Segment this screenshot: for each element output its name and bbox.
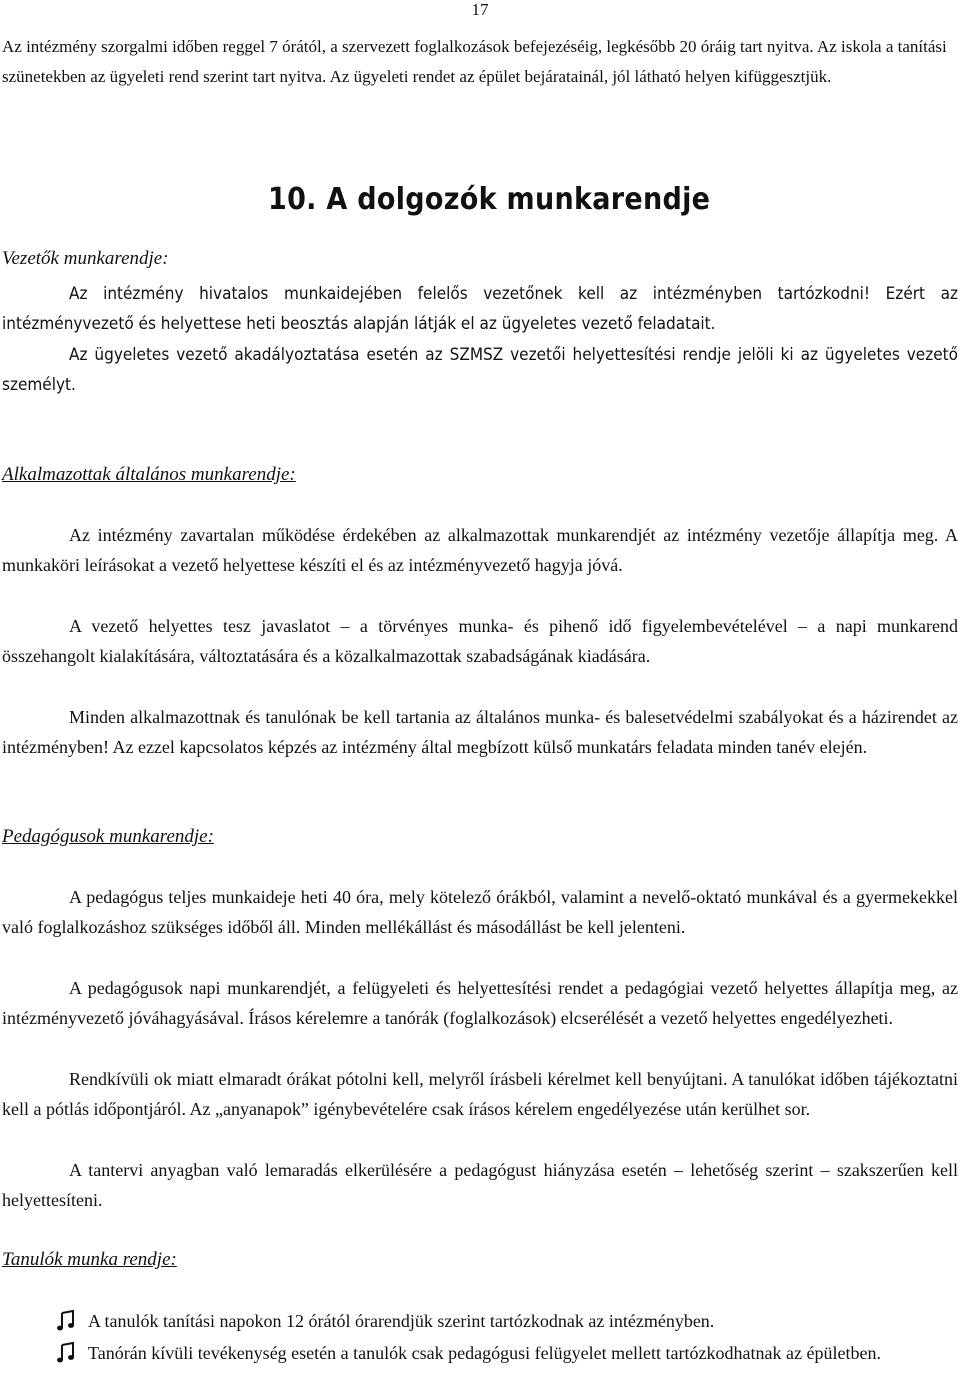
list-item	[56, 1338, 958, 1368]
leaders-paragraph-1: Az intézmény hivatalos munkaidejében felelős vezetőnek kell az intézményben tartózkodni! Ezért az intézményvezető és helyettese heti beosztás alapján látják el az ügyeletes vezető feladatait.	[2, 284, 958, 334]
leaders-label: Vezetők munkarendje:	[2, 248, 169, 269]
teachers-paragraph-1: A pedagógus teljes munkaideje heti 40 óra, mely kötelező órákból, valamint a nevelő-oktató munkával és a gyermekekkel való foglalkozáshoz szükséges időből áll. Minden mellékállást és másodállást be kell jelenteni.	[2, 887, 958, 937]
list-item-text: Tanórán kívüli tevékenység esetén a tanulók csak pedagógusi felügyelet mellett tartózkodhatnak az épületben.	[88, 1343, 881, 1363]
employees-label: Alkalmazottak általános munkarendje:	[2, 464, 296, 485]
teachers-paragraph-3: Rendkívüli ok miatt elmaradt órákat pótolni kell, melyről írásbeli kérelmet kell benyújtani. A tanulókat időben tájékoztatni kell a pótlás időpontjáról. Az „anyanapok” igénybevételére csak írásos kérelem engedélyezése után kerülhet sor.	[2, 1069, 958, 1119]
students-label: Tanulók munka rendje:	[2, 1249, 177, 1270]
teachers-label: Pedagógusok munkarendje:	[2, 826, 214, 847]
list-item-text: A tanulók tanítási napokon 12 órától órarendjük szerint tartózkodnak az intézményben.	[88, 1311, 715, 1331]
employees-paragraph-1: Az intézmény zavartalan működése érdekében az alkalmazottak munkarendjét az intézmény vezetője állapítja meg. A munkaköri leírásokat a vezető helyettese készíti el és az intézményvezető hagyja jóvá.	[2, 525, 958, 575]
section-heading: 10. A dolgozók munkarendje	[268, 182, 711, 217]
list-item	[56, 1306, 958, 1336]
page-number: 17	[471, 0, 489, 19]
teachers-paragraph-4: A tantervi anyagban való lemaradás elkerülésére a pedagógust hiányzása esetén – lehetőség szerint – szakszerűen kell helyettesíteni.	[2, 1160, 958, 1210]
employees-paragraph-2: A vezető helyettes tesz javaslatot – a törvényes munka- és pihenő idő figyelembevételével – a napi munkarend összehangolt kialakítására, változtatására és a közalkalmazottak szabadságának kiadására.	[2, 616, 958, 666]
music-note-icon	[56, 1310, 76, 1332]
music-note-icon	[56, 1342, 76, 1364]
employees-paragraph-3: Minden alkalmazottnak és tanulónak be kell tartania az általános munka- és balesetvédelmi szabályokat és a házirendet az intézményben! Az ezzel kapcsolatos képzés az intézmény által megbízott külső munkatárs feladata minden tanév elején.	[2, 707, 958, 757]
teachers-paragraph-2: A pedagógusok napi munkarendjét, a felügyeleti és helyettesítési rendet a pedagógiai vezető helyettes állapítja meg, az intézményvezető jóváhagyásával. Írásos kérelemre a tanórák (foglalkozások) elcserélését a vezető helyettes engedélyezheti.	[2, 978, 958, 1028]
intro-paragraph: Az intézmény szorgalmi időben reggel 7 órától, a szervezett foglalkozások befejezéséig, legkésőbb 20 óráig tart nyitva. Az iskola a tanítási szünetekben az ügyeleti rend szerint tart nyitva. Az ügyeleti rendet az épület bejáratainál, jól látható helyen kifüggesztjük.	[2, 37, 947, 86]
leaders-paragraph-2: Az ügyeletes vezető akadályoztatása esetén az SZMSZ vezetői helyettesítési rendje jelöli ki az ügyeletes vezető személyt.	[2, 345, 958, 395]
